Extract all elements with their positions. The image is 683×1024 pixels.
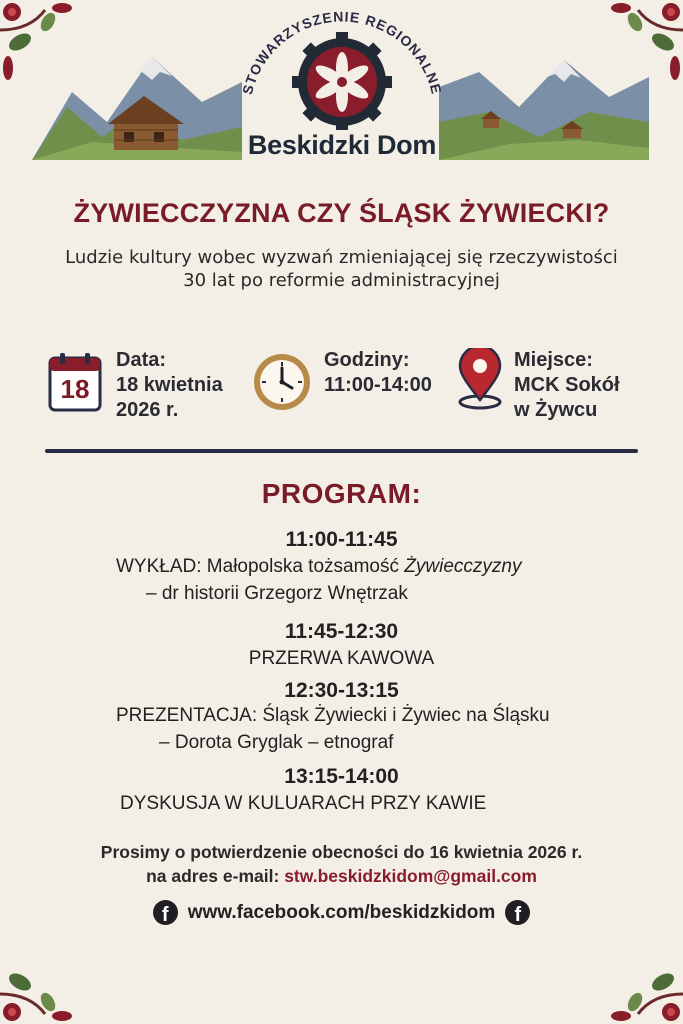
facebook-link[interactable]: www.facebook.com/beskidzkidom xyxy=(187,901,496,923)
program-slot-description: DYSKUSJA W KULUARACH PRZY KAWIE xyxy=(120,793,487,814)
program-slot-time: 11:00-11:45 xyxy=(285,528,398,551)
clock-icon xyxy=(252,352,312,412)
facebook-row xyxy=(0,900,683,925)
rsvp-email-prefix: na adres e-mail: xyxy=(146,866,285,886)
hours-value: 11:00-14:00 xyxy=(324,374,432,396)
event-subtitle xyxy=(40,246,643,292)
rsvp-note: Prosimy o potwierdzenie obecności do 16 kwietnia 2026 r. xyxy=(100,842,583,862)
facebook-icon: f xyxy=(153,900,178,925)
calendar-icon xyxy=(48,352,102,412)
program-slot-text: WYKŁAD: Małopolska tożsamość xyxy=(116,556,405,577)
date-label: Data: xyxy=(116,349,167,371)
organization-prefix: STOWARZYSZENIE REGIONALNE xyxy=(239,8,445,97)
program-heading: PROGRAM: xyxy=(261,478,422,509)
date-info xyxy=(48,348,223,423)
hours-info xyxy=(252,348,432,412)
email-link[interactable]: stw.beskidzkidom@gmail.com xyxy=(284,866,537,886)
place-info xyxy=(456,348,620,423)
event-title: ŻYWIECCZYZNA CZY ŚLĄSK ŻYWIECKI? xyxy=(73,198,610,228)
hours-label: Godziny: xyxy=(324,349,410,371)
program-slot-description: PREZENTACJA: Śląsk Żywiecki i Żywiec na Śląsku xyxy=(116,705,550,726)
section-divider xyxy=(45,449,638,453)
program-slot-time: 12:30-13:15 xyxy=(284,679,399,702)
place-label: Miejsce: xyxy=(514,349,593,371)
program-slot-text-italic: Żywiecczyzny xyxy=(404,556,522,577)
map-pin-icon xyxy=(456,348,504,410)
subtitle-line: 30 lat po reformie administracyjnej xyxy=(183,270,500,291)
facebook-icon: f xyxy=(505,900,530,925)
program-slot-description: PRZERWA KAWOWA xyxy=(248,648,435,669)
program-slot-time: 11:45-12:30 xyxy=(284,620,399,643)
organization-name: Beskidzki Dom xyxy=(247,130,437,160)
mountain-landscape-illustration xyxy=(439,52,649,162)
program-slot-time: 13:15-14:00 xyxy=(284,765,399,788)
program-slot-speaker: – dr historii Grzegorz Wnętrzak xyxy=(146,583,408,604)
place-value: w Żywcu xyxy=(514,399,598,421)
organization-logo xyxy=(221,0,463,170)
program-slot-speaker: – Dorota Gryglak – etnograf xyxy=(159,732,394,753)
mountain-cabin-illustration xyxy=(32,52,242,162)
floral-corner-decoration xyxy=(0,914,110,1024)
subtitle-line: Ludzie kultury wobec wyzwań zmieniającej się rzeczywistości xyxy=(65,247,618,268)
program-slot-description xyxy=(116,556,521,578)
place-value: MCK Sokół xyxy=(514,374,620,396)
date-value: 18 kwietnia xyxy=(116,374,223,396)
floral-corner-decoration xyxy=(573,914,683,1024)
calendar-day: 18 xyxy=(60,374,90,404)
rsvp-email-line xyxy=(0,866,683,887)
date-value: 2026 r. xyxy=(116,399,179,421)
